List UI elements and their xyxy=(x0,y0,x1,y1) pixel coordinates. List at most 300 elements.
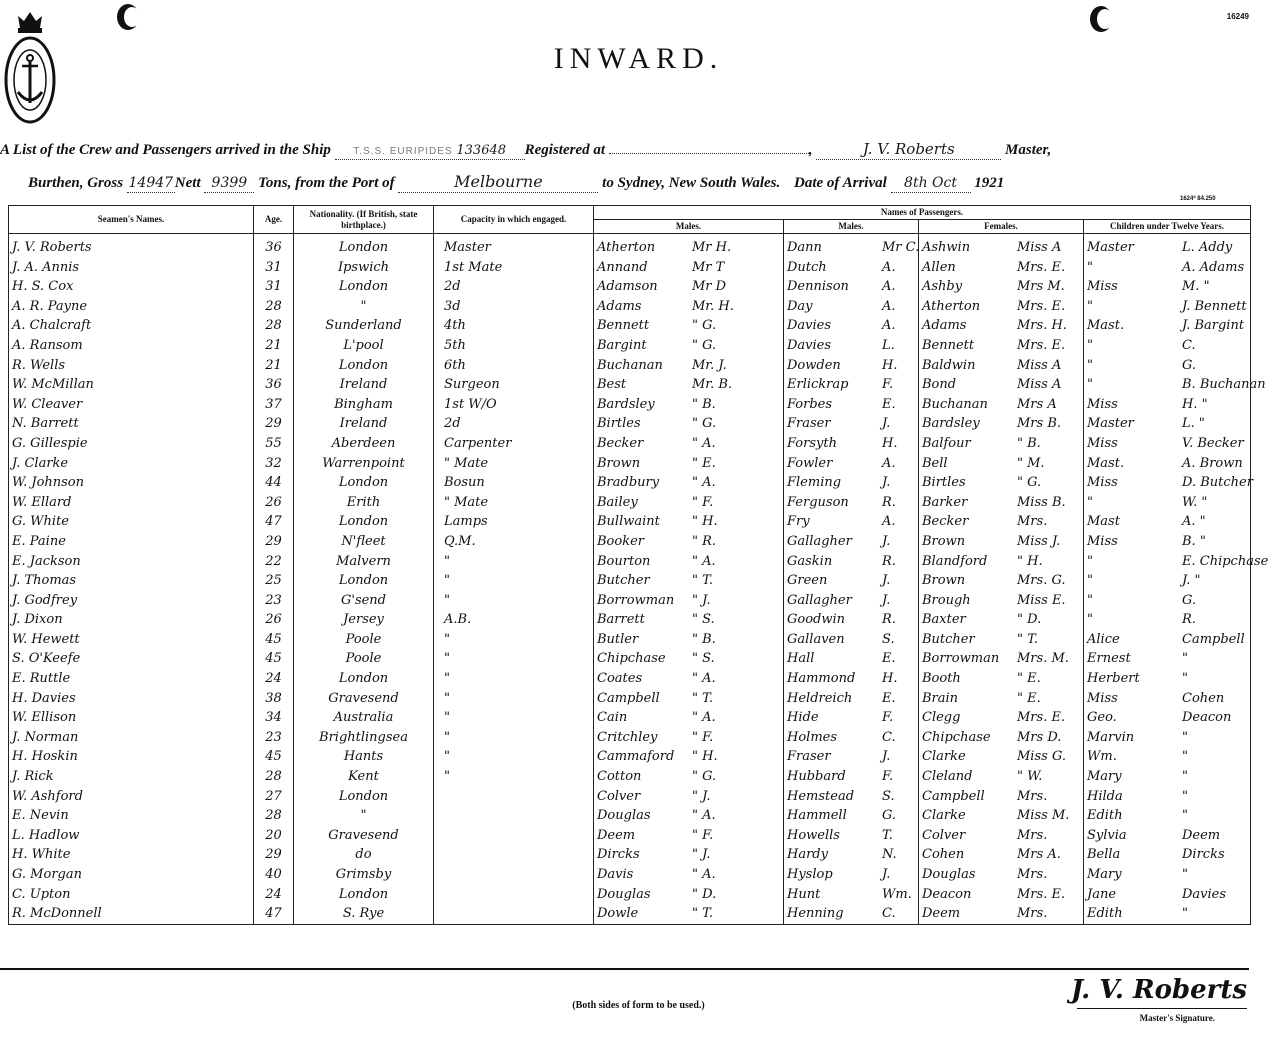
cell-female-passenger-title: Mrs. M. xyxy=(1017,651,1069,667)
cell-male-passenger-2 xyxy=(784,787,919,807)
cell-age: 45 xyxy=(254,649,294,669)
cell-male-passenger-2-surname: Hide xyxy=(787,710,819,726)
signature-line xyxy=(1077,1008,1247,1009)
cell-nationality: do xyxy=(294,845,434,865)
stamp-number: 16249 xyxy=(1226,12,1249,21)
cell-male-passenger-1 xyxy=(594,630,784,650)
cell-male-passenger-2-title: C. xyxy=(882,906,896,922)
cell-male-passenger-2 xyxy=(784,591,919,611)
cell-male-passenger-1-surname: Bullwaint xyxy=(597,514,660,530)
cell-child-passenger xyxy=(1084,552,1269,572)
cell-child-passenger-title: J. Bennett xyxy=(1182,298,1247,314)
cell-child-passenger xyxy=(1084,728,1251,748)
cell-female-passenger-surname: Adams xyxy=(922,318,967,334)
cell-capacity: " xyxy=(434,689,594,709)
table-row xyxy=(9,395,1251,415)
cell-child-passenger-title: W. " xyxy=(1182,494,1208,510)
cell-male-passenger-2 xyxy=(784,356,919,376)
cell-child-passenger xyxy=(1084,297,1251,317)
cell-male-passenger-2-surname: Forsyth xyxy=(787,435,837,451)
cell-male-passenger-2 xyxy=(784,454,919,474)
cell-female-passenger xyxy=(919,747,1084,767)
cell-child-passenger xyxy=(1084,591,1251,611)
cell-female-passenger xyxy=(919,277,1084,297)
cell-male-passenger-1-title: " A. xyxy=(692,867,716,882)
cell-capacity: 3d xyxy=(434,297,594,317)
cell-child-passenger-surname: Edith xyxy=(1087,906,1123,922)
cell-male-passenger-1-surname: Bardsley xyxy=(597,396,655,412)
cell-male-passenger-1 xyxy=(594,512,784,532)
cell-capacity: Q.M. xyxy=(434,532,594,552)
cell-male-passenger-1-title: " S. xyxy=(692,651,715,667)
cell-male-passenger-2 xyxy=(784,258,919,278)
cell-male-passenger-1-surname: Butcher xyxy=(597,573,650,589)
cell-female-passenger-surname: Butcher xyxy=(922,631,975,647)
cell-female-passenger-title: Mrs. G. xyxy=(1017,573,1066,589)
cell-male-passenger-2-surname: Davies xyxy=(787,318,832,334)
cell-child-passenger-title: G. xyxy=(1182,357,1197,373)
cell-male-passenger-2-surname: Fraser xyxy=(787,749,831,765)
cell-child-passenger-title: Deacon xyxy=(1182,710,1232,726)
table-row xyxy=(9,316,1251,336)
cell-age: 44 xyxy=(254,473,294,493)
cell-nationality: " xyxy=(294,297,434,317)
cell-child-passenger xyxy=(1084,787,1251,807)
cell-female-passenger-surname: Barker xyxy=(922,494,968,510)
cell-male-passenger-1-surname: Davis xyxy=(597,867,634,882)
cell-female-passenger-title: Mrs. xyxy=(1017,906,1048,922)
cell-male-passenger-2-title: J. xyxy=(882,573,891,589)
cell-female-passenger xyxy=(919,234,1084,258)
cell-male-passenger-2 xyxy=(784,689,919,709)
cell-male-passenger-2-surname: Dutch xyxy=(787,259,827,275)
cell-male-passenger-2-title: A. xyxy=(882,318,896,334)
cell-male-passenger-1-title: " A. xyxy=(692,808,716,824)
cell-nationality: Aberdeen xyxy=(294,434,434,454)
cell-child-passenger-surname: " xyxy=(1087,377,1093,393)
cell-child-passenger-surname: Sylvia xyxy=(1087,827,1127,843)
cell-seaman-name: J. Clarke xyxy=(9,454,254,474)
cell-nationality: S. Rye xyxy=(294,904,434,924)
cell-male-passenger-1-surname: Barrett xyxy=(597,612,645,628)
cell-age: 38 xyxy=(254,689,294,709)
cell-age: 26 xyxy=(254,610,294,630)
cell-age: 32 xyxy=(254,454,294,474)
cell-male-passenger-1-title: " D. xyxy=(692,886,717,902)
cell-female-passenger xyxy=(919,669,1084,689)
print-code: 1624ª 84.250 xyxy=(1180,196,1216,202)
cell-male-passenger-2-surname: Hemstead xyxy=(787,788,855,804)
cell-child-passenger-surname: Miss xyxy=(1087,690,1118,706)
cell-male-passenger-1-surname: Brown xyxy=(597,455,641,471)
cell-nationality: London xyxy=(294,669,434,689)
cell-child-passenger-surname: Mary xyxy=(1087,867,1122,882)
cell-male-passenger-1-title: " G. xyxy=(692,318,717,334)
cell-nationality: N'fleet xyxy=(294,532,434,552)
cell-male-passenger-1-title: " J. xyxy=(692,847,711,863)
cell-female-passenger-title: Miss A xyxy=(1017,357,1062,373)
cell-age: 34 xyxy=(254,708,294,728)
table-row xyxy=(9,512,1251,532)
table-row xyxy=(9,845,1251,865)
cell-male-passenger-2-surname: Gaskin xyxy=(787,553,833,569)
cell-child-passenger xyxy=(1084,571,1251,591)
cell-child-passenger-title: A. Adams xyxy=(1182,259,1245,275)
cell-seaman-name: J. Thomas xyxy=(9,571,254,591)
cell-female-passenger xyxy=(919,258,1084,278)
cell-male-passenger-1 xyxy=(594,258,784,278)
cell-male-passenger-1-surname: Cain xyxy=(597,710,628,726)
cell-capacity xyxy=(434,885,594,905)
cell-child-passenger xyxy=(1084,234,1251,258)
cell-female-passenger-title: Miss E. xyxy=(1017,592,1066,608)
cell-male-passenger-1-title: " A. xyxy=(692,671,716,687)
cell-capacity: 2d xyxy=(434,414,594,434)
cell-female-passenger-surname: Deacon xyxy=(922,886,972,902)
cell-female-passenger-title: " E. xyxy=(1017,671,1041,687)
cell-male-passenger-1-title: " T. xyxy=(692,573,714,589)
cell-male-passenger-2-title: A. xyxy=(882,259,896,275)
table-row xyxy=(9,454,1251,474)
cell-female-passenger-surname: Booth xyxy=(922,671,961,687)
cell-male-passenger-2 xyxy=(784,767,919,787)
cell-capacity xyxy=(434,787,594,807)
cell-male-passenger-1 xyxy=(594,277,784,297)
cell-child-passenger xyxy=(1084,454,1251,474)
crew-passenger-table xyxy=(8,205,1269,925)
cell-age: 24 xyxy=(254,885,294,905)
cell-age: 24 xyxy=(254,669,294,689)
cell-male-passenger-2-surname: Day xyxy=(787,298,813,314)
cell-child-passenger-title: J. Bargint xyxy=(1182,318,1245,334)
cell-child-passenger xyxy=(1084,747,1251,767)
cell-male-passenger-1 xyxy=(594,885,784,905)
cell-male-passenger-1 xyxy=(594,434,784,454)
cell-child-passenger xyxy=(1084,610,1251,630)
cell-male-passenger-1-title: " A. xyxy=(692,710,716,726)
cell-male-passenger-1-surname: Bailey xyxy=(597,494,638,510)
cell-male-passenger-1-surname: Dircks xyxy=(597,847,640,863)
cell-male-passenger-2-title: J. xyxy=(882,416,891,432)
cell-child-passenger-surname: Master xyxy=(1087,240,1134,255)
cell-male-passenger-2 xyxy=(784,316,919,336)
cell-age: 25 xyxy=(254,571,294,591)
cell-child-passenger-surname: " xyxy=(1087,612,1093,628)
cell-female-passenger-surname: Balfour xyxy=(922,435,971,451)
cell-male-passenger-2 xyxy=(784,473,919,493)
punch-hole-icon xyxy=(117,4,139,30)
cell-male-passenger-1-title: " G. xyxy=(692,769,717,785)
ship-name-field: T.S.S. EURIPIDES 133648 xyxy=(335,142,525,160)
cell-male-passenger-1-title: " B. xyxy=(692,631,716,647)
cell-male-passenger-2 xyxy=(784,806,919,826)
cell-male-passenger-2 xyxy=(784,552,919,572)
cell-male-passenger-1-surname: Critchley xyxy=(597,729,658,745)
cell-female-passenger-title: Mrs D. xyxy=(1017,729,1062,745)
cell-female-passenger-surname: Allen xyxy=(922,259,956,275)
table-row xyxy=(9,669,1251,689)
cell-male-passenger-1-title: " H. xyxy=(692,749,718,765)
cell-female-passenger-title: " E. xyxy=(1017,690,1041,706)
cell-seaman-name: H. Davies xyxy=(9,689,254,709)
cell-male-passenger-2-surname: Henning xyxy=(787,906,844,922)
cell-female-passenger xyxy=(919,885,1084,905)
cell-male-passenger-2 xyxy=(784,395,919,415)
cell-age: 29 xyxy=(254,845,294,865)
cell-child-passenger-title: B. Buchanan xyxy=(1182,377,1266,393)
cell-child-passenger-surname: " xyxy=(1087,592,1093,608)
cell-seaman-name: W. Ellard xyxy=(9,493,254,513)
cell-male-passenger-2-surname: Gallagher xyxy=(787,592,852,608)
table-row xyxy=(9,493,1251,513)
cell-female-passenger-surname: Atherton xyxy=(922,298,981,314)
cell-age: 21 xyxy=(254,356,294,376)
cell-capacity: 5th xyxy=(434,336,594,356)
cell-male-passenger-1 xyxy=(594,571,784,591)
cell-age: 28 xyxy=(254,316,294,336)
col-children: Children under Twelve Years. xyxy=(1084,220,1251,234)
cell-seaman-name: J. Norman xyxy=(9,728,254,748)
cell-child-passenger-title: Cohen xyxy=(1182,690,1225,706)
cell-male-passenger-1 xyxy=(594,493,784,513)
registered-port-field xyxy=(609,153,809,154)
cell-male-passenger-1 xyxy=(594,708,784,728)
cell-female-passenger xyxy=(919,473,1084,493)
cell-female-passenger-title: Mrs. E. xyxy=(1017,886,1066,902)
cell-female-passenger-title: " B. xyxy=(1017,435,1041,451)
cell-male-passenger-2-title: J. xyxy=(882,749,891,765)
table-row xyxy=(9,552,1251,572)
cell-male-passenger-2-title: H. xyxy=(882,435,898,451)
cell-child-passenger-surname: Miss xyxy=(1087,279,1118,295)
cell-female-passenger-title: Miss B. xyxy=(1017,494,1066,510)
cell-age: 23 xyxy=(254,728,294,748)
cell-seaman-name: S. O'Keefe xyxy=(9,649,254,669)
table-row xyxy=(9,591,1251,611)
nett-tonnage: 9399 xyxy=(211,175,248,191)
cell-female-passenger-surname: Deem xyxy=(922,906,961,922)
cell-capacity: " xyxy=(434,552,594,572)
cell-capacity: 1st Mate xyxy=(434,258,594,278)
cell-seaman-name: G. White xyxy=(9,512,254,532)
cell-child-passenger-title: Davies xyxy=(1182,886,1227,902)
cell-male-passenger-2 xyxy=(784,234,919,258)
cell-age: 36 xyxy=(254,234,294,258)
cell-male-passenger-2-title: J. xyxy=(882,475,891,491)
cell-male-passenger-2 xyxy=(784,728,919,748)
cell-male-passenger-2-title: A. xyxy=(882,298,896,314)
cell-female-passenger xyxy=(919,512,1084,532)
cell-child-passenger xyxy=(1084,473,1251,493)
cell-child-passenger-title: " xyxy=(1182,749,1188,765)
table-row xyxy=(9,258,1251,278)
cell-capacity: " xyxy=(434,728,594,748)
cell-male-passenger-2-title: H. xyxy=(882,357,898,373)
cell-male-passenger-2 xyxy=(784,865,919,885)
cell-nationality: London xyxy=(294,512,434,532)
cell-male-passenger-1-surname: Best xyxy=(597,377,627,393)
cell-male-passenger-1 xyxy=(594,336,784,356)
cell-male-passenger-2-surname: Holmes xyxy=(787,729,838,745)
table-row xyxy=(9,806,1251,826)
cell-male-passenger-2-title: A. xyxy=(882,514,896,530)
cell-age: 40 xyxy=(254,865,294,885)
cell-child-passenger-title: Campbell xyxy=(1182,631,1245,647)
cell-nationality: Ipswich xyxy=(294,258,434,278)
signature-label: Master's Signature. xyxy=(1139,1013,1215,1023)
table-row xyxy=(9,375,1251,395)
cell-male-passenger-2-surname: Dowden xyxy=(787,357,841,373)
cell-child-passenger-title: V. Becker xyxy=(1182,435,1244,451)
cell-male-passenger-1-title: Mr H. xyxy=(692,240,732,255)
cell-male-passenger-2-title: L. xyxy=(882,337,895,353)
cell-female-passenger-surname: Bell xyxy=(922,455,948,471)
cell-male-passenger-1-surname: Bradbury xyxy=(597,475,660,491)
cell-male-passenger-2-surname: Hunt xyxy=(787,886,821,902)
cell-female-passenger xyxy=(919,649,1084,669)
table-row xyxy=(9,649,1251,669)
cell-capacity: " xyxy=(434,649,594,669)
cell-seaman-name: W. Ashford xyxy=(9,787,254,807)
cell-male-passenger-2-title: Mr C. xyxy=(882,240,920,255)
cell-female-passenger xyxy=(919,552,1084,572)
cell-male-passenger-2-surname: Fry xyxy=(787,514,810,530)
cell-child-passenger xyxy=(1084,316,1251,336)
cell-male-passenger-1 xyxy=(594,552,784,572)
cell-child-passenger-surname: " xyxy=(1087,357,1093,373)
cell-seaman-name: A. Ransom xyxy=(9,336,254,356)
col-nationality: Nationality. (If British, state birthplace.) xyxy=(294,206,434,234)
col-females: Females. xyxy=(919,220,1084,234)
table-row xyxy=(9,630,1251,650)
cell-male-passenger-2-title: R. xyxy=(882,612,896,628)
cell-nationality: Sunderland xyxy=(294,316,434,336)
cell-capacity: " xyxy=(434,630,594,650)
cell-male-passenger-1-title: " F. xyxy=(692,494,714,510)
cell-female-passenger xyxy=(919,316,1084,336)
cell-age: 36 xyxy=(254,375,294,395)
cell-child-passenger-surname: Marvin xyxy=(1087,729,1135,745)
cell-child-passenger-surname: " xyxy=(1087,298,1093,314)
cell-female-passenger-title: Mrs. xyxy=(1017,788,1048,804)
cell-female-passenger-surname: Bardsley xyxy=(922,416,980,432)
cell-child-passenger-surname: Mast. xyxy=(1087,455,1125,471)
table-row xyxy=(9,610,1251,630)
table-row xyxy=(9,787,1251,807)
cell-female-passenger-surname: Chipchase xyxy=(922,729,991,745)
cell-female-passenger xyxy=(919,728,1084,748)
cell-child-passenger xyxy=(1084,493,1251,513)
cell-age: 28 xyxy=(254,297,294,317)
cell-nationality: Warrenpoint xyxy=(294,454,434,474)
cell-female-passenger-surname: Blandford xyxy=(922,553,988,569)
cell-capacity xyxy=(434,845,594,865)
cell-male-passenger-1-title: " A. xyxy=(692,475,716,491)
cell-age: 31 xyxy=(254,277,294,297)
cell-male-passenger-1 xyxy=(594,414,784,434)
cell-female-passenger-title: " T. xyxy=(1017,631,1039,647)
cell-child-passenger-title: " xyxy=(1182,769,1188,785)
cell-seaman-name: A. R. Payne xyxy=(9,297,254,317)
cell-male-passenger-1-surname: Booker xyxy=(597,533,644,549)
cell-male-passenger-2 xyxy=(784,649,919,669)
cell-seaman-name: G. Morgan xyxy=(9,865,254,885)
cell-male-passenger-2-surname: Hammond xyxy=(787,671,856,687)
cell-male-passenger-2 xyxy=(784,512,919,532)
cell-seaman-name: C. Upton xyxy=(9,885,254,905)
cell-capacity: 4th xyxy=(434,316,594,336)
cell-female-passenger-surname: Clarke xyxy=(922,808,966,824)
cell-child-passenger-title: H. " xyxy=(1182,396,1208,412)
cell-male-passenger-1-surname: Dowle xyxy=(597,906,639,922)
cell-female-passenger xyxy=(919,395,1084,415)
cell-male-passenger-1-surname: Bennett xyxy=(597,318,650,334)
cell-seaman-name: W. McMillan xyxy=(9,375,254,395)
cell-male-passenger-2 xyxy=(784,669,919,689)
cell-child-passenger-surname: Alice xyxy=(1087,631,1120,647)
cell-nationality: Australia xyxy=(294,708,434,728)
cell-male-passenger-2-title: F. xyxy=(882,377,894,393)
cell-male-passenger-2 xyxy=(784,571,919,591)
cell-child-passenger-title: " xyxy=(1182,671,1188,687)
header-line-2: Burthen, Gross 14947 Nett 9399 Tons, from the Port of Melbourne to Sydney, New South Wales. Date of Arrival 8th Oct 1921 xyxy=(28,172,1005,191)
cell-male-passenger-2-title: H. xyxy=(882,671,898,687)
cell-female-passenger-title: " H. xyxy=(1017,553,1043,569)
cell-capacity: " Mate xyxy=(434,493,594,513)
cell-seaman-name: J. Godfrey xyxy=(9,591,254,611)
cell-child-passenger-title: C. xyxy=(1182,337,1196,353)
cell-nationality: Jersey xyxy=(294,610,434,630)
cell-child-passenger xyxy=(1084,532,1251,552)
cell-male-passenger-1 xyxy=(594,787,784,807)
cell-child-passenger-surname: Miss xyxy=(1087,435,1118,451)
cell-child-passenger xyxy=(1084,375,1266,395)
cell-male-passenger-1-surname: Borrowman xyxy=(597,592,675,608)
cell-female-passenger-surname: Baldwin xyxy=(922,357,976,373)
cell-female-passenger-title: Mrs. xyxy=(1017,867,1048,882)
cell-male-passenger-1-title: " A. xyxy=(692,435,716,451)
cell-male-passenger-1-title: Mr. B. xyxy=(692,377,733,393)
cell-female-passenger-surname: Cleland xyxy=(922,769,973,785)
cell-female-passenger-surname: Colver xyxy=(922,827,966,843)
cell-child-passenger xyxy=(1084,845,1251,865)
cell-male-passenger-2-title: F. xyxy=(882,769,894,785)
cell-child-passenger xyxy=(1084,767,1251,787)
cell-child-passenger-title: " xyxy=(1182,651,1188,667)
cell-male-passenger-2-surname: Heldreich xyxy=(787,690,853,706)
cell-male-passenger-1-title: Mr T xyxy=(692,259,725,275)
cell-child-passenger-title: L. Addy xyxy=(1182,240,1233,255)
table-row xyxy=(9,689,1251,709)
cell-male-passenger-1-title: " R. xyxy=(692,533,717,549)
cell-child-passenger-title: Dircks xyxy=(1182,847,1225,863)
cell-female-passenger xyxy=(919,297,1084,317)
cell-child-passenger-title: " xyxy=(1182,729,1188,745)
cell-male-passenger-1 xyxy=(594,669,784,689)
table-row xyxy=(9,234,1251,258)
cell-capacity: 1st W/O xyxy=(434,395,594,415)
cell-male-passenger-1-surname: Douglas xyxy=(597,808,651,824)
cell-nationality: Hants xyxy=(294,747,434,767)
cell-male-passenger-1 xyxy=(594,454,784,474)
cell-seaman-name: E. Nevin xyxy=(9,806,254,826)
table-row xyxy=(9,885,1251,905)
cell-child-passenger-surname: Mary xyxy=(1087,769,1122,785)
cell-nationality: Brightlingsea xyxy=(294,728,434,748)
cell-male-passenger-2 xyxy=(784,747,919,767)
cell-female-passenger-title: Mrs A. xyxy=(1017,847,1061,863)
cell-female-passenger xyxy=(919,493,1084,513)
